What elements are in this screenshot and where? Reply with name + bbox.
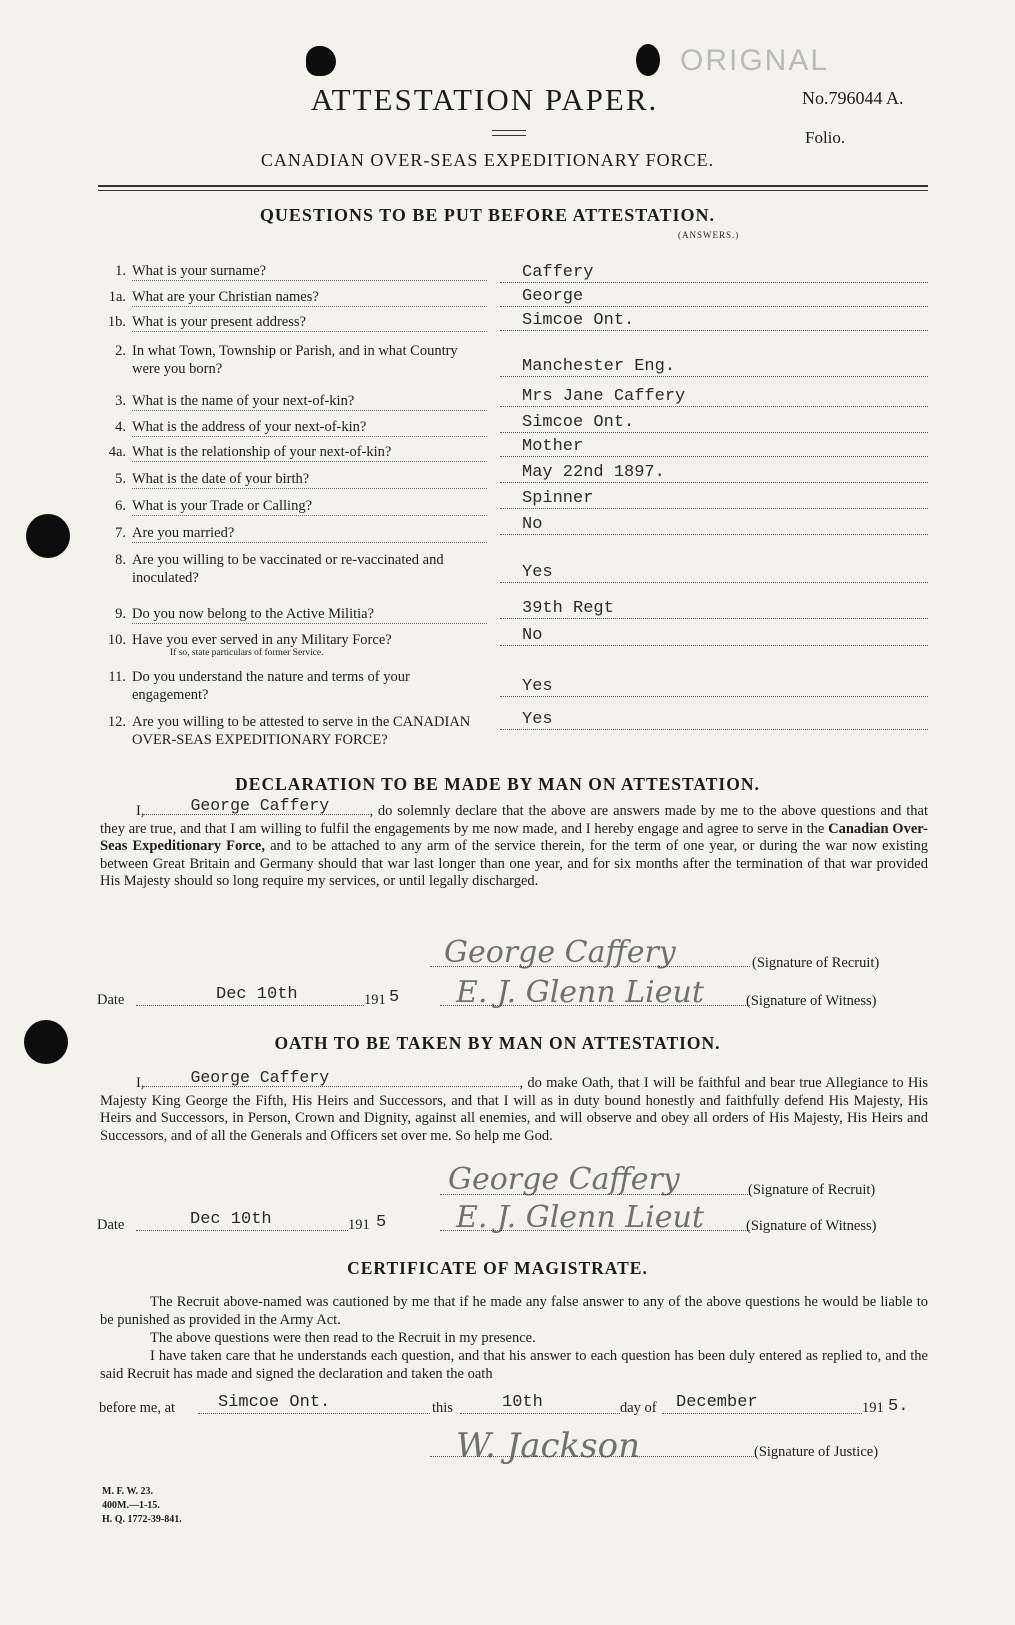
question-text: What is the address of your next-of-kin? [132, 418, 487, 437]
document-title: ATTESTATION PAPER. [310, 82, 659, 117]
answer-text: Manchester Eng. [522, 357, 676, 376]
certificate-para-1: The Recruit above-named was cautioned by me that if he made any false answer to any of the above questions he would be liable to be punished as provided in the Army Act. [100, 1294, 928, 1328]
question-text: Do you understand the nature and terms of your engagement? [132, 669, 410, 703]
question-row [100, 418, 485, 436]
answer-field [500, 598, 928, 619]
hq-code: H. Q. 1772-39-841. [102, 1514, 182, 1525]
answer-text: Simcoe Ont. [522, 413, 635, 432]
answer-text: Yes [522, 677, 553, 696]
answer-field [500, 488, 928, 509]
answer-field [500, 286, 928, 307]
question-number: 2. [115, 343, 126, 359]
certificate-year-suffix: 5. [888, 1397, 909, 1416]
place-line [198, 1413, 430, 1414]
question-number: 10. [107, 632, 126, 648]
questions-heading: QUESTIONS TO BE PUT BEFORE ATTESTATION. [259, 205, 716, 225]
question-number: 1b. [107, 314, 126, 330]
recruit-signature-1: George Caffery [444, 935, 676, 970]
certificate-year-prefix: 191 [862, 1400, 884, 1416]
question-text: Are you married? [132, 524, 487, 543]
answer-text: Mother [522, 437, 584, 456]
question-text: What are your Christian names? [132, 288, 487, 307]
declaration-text [100, 795, 929, 891]
declaration-heading: DECLARATION TO BE MADE BY MAN ON ATTESTATION. [235, 774, 760, 794]
question-text: What is the name of your next-of-kin? [132, 392, 487, 411]
answer-field [500, 310, 928, 331]
recruit-signature-2: George Caffery [448, 1162, 680, 1197]
answer-text: 39th Regt [522, 599, 614, 618]
oath-date-label: Date [97, 1217, 125, 1233]
question-number: 6. [115, 498, 126, 514]
month-line [662, 1413, 862, 1414]
answer-text: May 22nd 1897. [522, 463, 665, 482]
declaration-date: Dec 10th [216, 985, 298, 1004]
question-number: 8. [115, 552, 126, 568]
question-row [100, 631, 485, 661]
question-number: 4. [115, 419, 126, 435]
witness-signature-label-1: (Signature of Witness) [746, 993, 877, 1009]
question-row [100, 524, 485, 542]
answer-field [500, 262, 928, 283]
oath-name-field [144, 1067, 519, 1087]
form-code: M. F. W. 23. [102, 1486, 154, 1497]
certificate-heading: CERTIFICATE OF MAGISTRATE. [347, 1258, 648, 1278]
question-row [100, 342, 485, 378]
print-code: 400M.—1-15. [102, 1500, 160, 1511]
header-rule [98, 185, 928, 187]
regimental-number: No.796044 A. [802, 88, 904, 108]
declaration-prefix: I, [136, 803, 145, 819]
answer-field [500, 514, 928, 535]
question-number: 9. [115, 606, 126, 622]
answer-field [500, 709, 928, 730]
answer-text: Simcoe Ont. [522, 311, 635, 330]
oath-body: , do make Oath, that I will be faithful and bear true Allegiance to His Majesty King George the Fifth, His Heirs and Successors, and that I will as in duty bound honestly and faithfully defend His Majesty, His Heirs and Successors, in Person, Crown and Dignity, against all enemies, and will observe and obey all orders of His Majesty, His Heirs and Successors, and of all the Generals and Officers set over me. So help me God. [100, 1075, 928, 1144]
answer-text: Yes [522, 563, 553, 582]
this-label: this [432, 1400, 453, 1416]
justice-signature-label: (Signature of Justice) [754, 1444, 879, 1460]
question-row [100, 288, 485, 306]
question-number: 5. [115, 471, 126, 487]
question-note: If so, state particulars of former Service. [170, 648, 324, 658]
oath-name: George Caffery [190, 1067, 330, 1087]
declaration-name-field [144, 795, 369, 815]
question-text: What is your present address? [132, 313, 487, 332]
answer-field [500, 462, 928, 483]
question-row [100, 551, 485, 587]
question-text: What is your surname? [132, 262, 487, 281]
before-me-label: before me, at [99, 1400, 176, 1416]
question-number: 1a. [108, 289, 126, 305]
question-row [100, 262, 485, 280]
question-text: What is the date of your birth? [132, 470, 487, 489]
oath-year-suffix: 5 [376, 1213, 387, 1232]
day-line [460, 1413, 620, 1414]
original-stamp: ORIGNAL [680, 44, 830, 77]
certificate-place: Simcoe Ont. [218, 1393, 331, 1412]
answer-field [500, 356, 928, 377]
witness-signature-label-2: (Signature of Witness) [746, 1218, 877, 1234]
declaration-year-prefix: 191 [364, 992, 386, 1008]
answer-field [500, 562, 928, 583]
certificate-para-3: I have taken care that he understands each question, and that his answer to each question has been duly entered as replied to, and the said Recruit has made and signed the declaration and taken the oath [100, 1348, 928, 1382]
question-text: Have you ever served in any Military Force? [132, 632, 392, 648]
oath-date: Dec 10th [190, 1210, 272, 1229]
answer-text: Spinner [522, 489, 594, 508]
answer-field [500, 625, 928, 646]
oath-date-line [136, 1230, 348, 1231]
answer-field [500, 436, 928, 457]
answer-text: Caffery [522, 263, 594, 282]
recruit-signature-label-2: (Signature of Recruit) [748, 1182, 876, 1198]
question-row [100, 443, 485, 461]
answer-text: Yes [522, 710, 553, 729]
question-number: 11. [108, 669, 126, 685]
justice-signature: W. Jackson [456, 1426, 640, 1466]
witness-signature-1: E. J. Glenn Lieut [456, 975, 704, 1010]
answer-field [500, 412, 928, 433]
ink-blot [636, 44, 660, 76]
question-text: What is your Trade or Calling? [132, 497, 487, 516]
recruit-signature-label-1: (Signature of Recruit) [752, 955, 880, 971]
answer-field [500, 676, 928, 697]
oath-text [100, 1067, 928, 1145]
declaration-force: Canadian Over-Seas Expeditionary Force, [100, 820, 928, 854]
folio-label: Folio. [805, 128, 846, 147]
question-row [100, 668, 485, 704]
question-row [100, 605, 485, 623]
ink-blot [306, 46, 336, 76]
oath-prefix: I, [136, 1075, 145, 1091]
declaration-name: George Caffery [190, 795, 330, 815]
question-text: What is the relationship of your next-of-kin? [132, 443, 487, 462]
question-text: In what Town, Township or Parish, and in what Country were you born? [132, 343, 458, 377]
certificate-month: December [676, 1393, 758, 1412]
question-number: 4a. [108, 444, 126, 460]
question-row [100, 497, 485, 515]
oath-heading: OATH TO BE TAKEN BY MAN ON ATTESTATION. [274, 1033, 721, 1053]
answer-text: No [522, 515, 543, 534]
title-ornament [492, 130, 526, 136]
question-row [100, 313, 485, 331]
document-subtitle: CANADIAN OVER-SEAS EXPEDITIONARY FORCE. [260, 150, 715, 170]
question-text: Do you now belong to the Active Militia? [132, 605, 487, 624]
question-number: 7. [115, 525, 126, 541]
question-number: 1. [115, 263, 126, 279]
header-rule-thin [98, 190, 928, 191]
question-row [100, 713, 485, 749]
question-text: Are you willing to be attested to serve in the CANADIAN OVER-SEAS EXPEDITIONARY FORCE? [132, 714, 471, 748]
day-of-label: day of [620, 1400, 657, 1416]
question-number: 3. [115, 393, 126, 409]
declaration-date-line [136, 1005, 364, 1006]
declaration-body: , do solemnly declare that the above are answers made by me to the above questions and that they are true, and that I am willing to fulfil the engagements by me now made, and I hereby engage and agree to serve in the [100, 803, 928, 837]
oath-year-prefix: 191 [348, 1217, 370, 1233]
answer-text: George [522, 287, 584, 306]
question-number: 12. [107, 714, 126, 730]
declaration-date-label: Date [97, 992, 125, 1008]
punch-hole [26, 514, 70, 558]
answers-label: (ANSWERS.) [678, 230, 740, 240]
declaration-body-2: and to be attached to any arm of the service therein, for the term of one year, or during the war now existing between Great Britain and Germany should that war last longer than one year, and for six months after the termination of that war provided His Majesty should so long require my services, or until legally discharged. [100, 838, 929, 889]
answer-field [500, 386, 928, 407]
question-text: Are you willing to be vaccinated or re-vaccinated and inoculated? [132, 552, 444, 586]
answer-text: Mrs Jane Caffery [522, 387, 686, 406]
question-row [100, 470, 485, 488]
answer-text: No [522, 626, 543, 645]
question-row [100, 392, 485, 410]
certificate-para-2: The above questions were then read to the Recruit in my presence. [150, 1330, 536, 1346]
certificate-day: 10th [502, 1393, 543, 1412]
declaration-year-suffix: 5 [389, 988, 400, 1007]
witness-signature-2: E. J. Glenn Lieut [456, 1200, 704, 1235]
